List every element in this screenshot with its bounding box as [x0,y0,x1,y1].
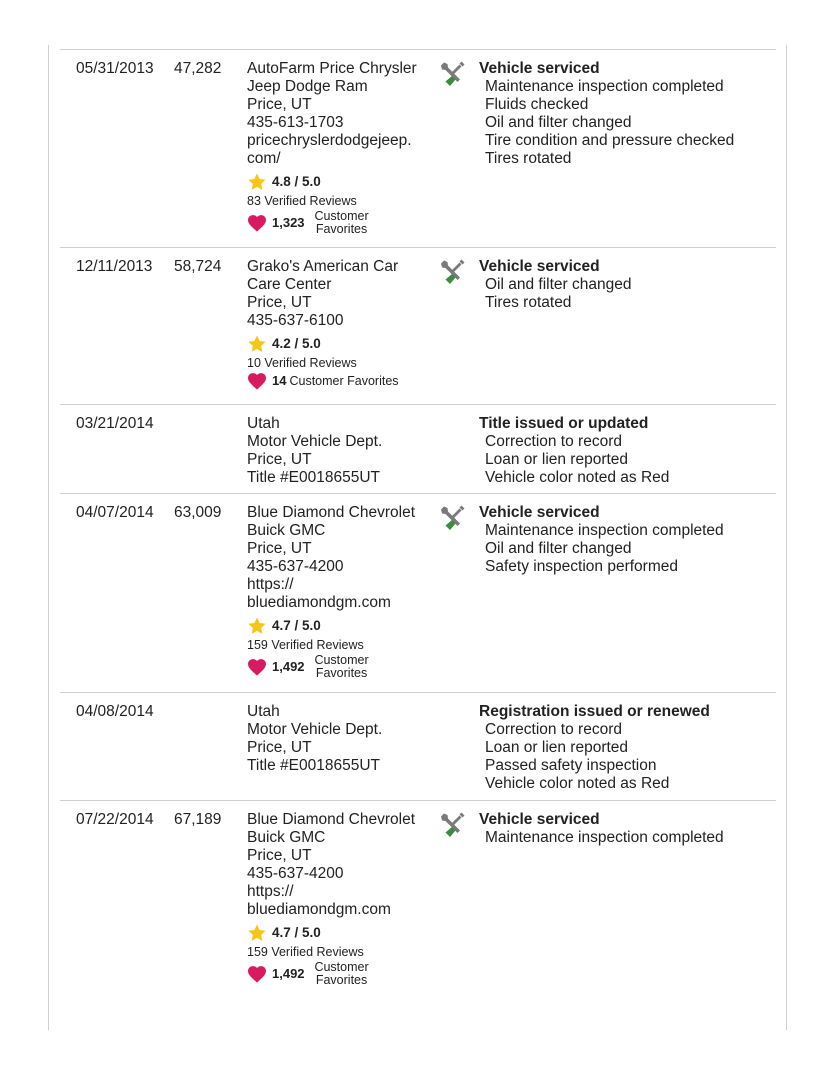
customer-favorites [247,372,429,390]
source-location: Price, UT [247,739,312,756]
source-name: Buick GMC [247,522,326,539]
detail-item: Vehicle color noted as Red [485,775,670,792]
detail-item: Fluids checked [485,96,589,113]
source-name: Motor Vehicle Dept. [247,433,383,450]
wrench-screwdriver-icon [438,504,466,532]
record-mileage: 63,009 [174,504,222,521]
page-border-right [786,45,787,1030]
rating-value: 4.7 / 5.0 [272,925,321,940]
record-date: 12/11/2013 [76,258,153,275]
source-website[interactable]: https:// [247,576,294,593]
source-location: Price, UT [247,294,312,311]
rating-value: 4.2 / 5.0 [272,336,321,351]
heart-icon [247,372,267,390]
event-title: Registration issued or renewed [479,703,710,720]
rating-value: 4.7 / 5.0 [272,618,321,633]
record-date: 04/07/2014 [76,504,154,521]
wrench-screwdriver-icon [438,811,466,839]
detail-item: Oil and filter changed [485,540,632,557]
star-icon [247,334,267,354]
source-website[interactable]: bluediamondgm.com [247,594,391,611]
favorites-label: Customer Favorites [289,373,399,388]
record-date: 05/31/2013 [76,60,154,77]
event-title: Vehicle serviced [479,60,600,77]
history-row [60,248,776,405]
source-name: Motor Vehicle Dept. [247,721,383,738]
record-mileage: 58,724 [174,258,222,275]
record-details [479,415,771,487]
favorites-label: Customer Favorites [314,209,369,236]
source-location: Price, UT [247,96,312,113]
source-location: Price, UT [247,847,312,864]
source-name: Grako's American Car [247,258,399,275]
record-source [247,811,429,987]
source-rating [247,333,429,355]
record-date: 03/21/2014 [76,415,154,432]
detail-item: Vehicle color noted as Red [485,469,670,486]
wrench-screwdriver-icon [438,258,466,286]
star-icon [247,172,267,192]
rating-value: 4.8 / 5.0 [272,174,321,189]
detail-item: Tires rotated [485,294,572,311]
record-source [247,415,429,487]
heart-icon [247,658,267,676]
detail-item: Safety inspection performed [485,558,678,575]
record-details [479,811,771,847]
favorites-label: Customer Favorites [314,960,369,987]
source-name: Utah [247,703,280,720]
history-row [60,693,776,801]
record-details [479,258,771,312]
detail-item: Passed safety inspection [485,757,657,774]
record-details [479,703,771,793]
favorites-label: Customer Favorites [314,653,369,680]
star-icon [247,616,267,636]
detail-item: Maintenance inspection completed [485,829,724,846]
wrench-screwdriver-icon [438,60,466,88]
record-date: 07/22/2014 [76,811,154,828]
record-details [479,504,771,576]
source-name: Jeep Dodge Ram [247,78,368,95]
source-name: Care Center [247,276,332,293]
record-source [247,258,429,390]
source-website[interactable]: https:// [247,883,294,900]
detail-item: Oil and filter changed [485,114,632,131]
detail-item: Correction to record [485,433,622,450]
history-row [60,494,776,693]
history-row [60,801,776,1001]
event-title: Title issued or updated [479,415,649,432]
source-phone: 435-637-6100 [247,312,344,329]
star-icon [247,923,267,943]
record-source [247,504,429,680]
source-name: AutoFarm Price Chrysler [247,60,417,77]
favorites-count: 1,492 [272,966,305,981]
favorites-count: 14 [272,373,287,388]
history-row [60,50,776,248]
detail-item: Maintenance inspection completed [485,78,724,95]
history-row [60,405,776,494]
source-website[interactable]: pricechryslerdodgejeep. [247,132,412,149]
verified-reviews-link[interactable]: 159 Verified Reviews [247,945,364,959]
source-name: Blue Diamond Chevrolet [247,504,416,521]
source-name: Utah [247,415,280,432]
favorites-count: 1,323 [272,215,305,230]
detail-item: Maintenance inspection completed [485,522,724,539]
record-mileage: 67,189 [174,811,222,828]
page-border-left [48,45,49,1030]
record-source [247,60,429,236]
detail-item: Oil and filter changed [485,276,632,293]
title-number: Title #E0018655UT [247,469,380,486]
heart-icon [247,214,267,232]
customer-favorites [247,654,429,680]
event-title: Vehicle serviced [479,504,600,521]
detail-item: Tire condition and pressure checked [485,132,735,149]
record-details [479,60,771,168]
source-name: Buick GMC [247,829,326,846]
source-location: Price, UT [247,451,312,468]
heart-icon [247,965,267,983]
source-rating [247,171,429,193]
source-website[interactable]: com/ [247,150,281,167]
source-location: Price, UT [247,540,312,557]
title-number: Title #E0018655UT [247,757,380,774]
source-rating [247,615,429,637]
source-phone: 435-637-4200 [247,558,344,575]
verified-reviews-link[interactable]: 83 Verified Reviews [247,194,357,208]
customer-favorites [247,210,429,236]
detail-item: Loan or lien reported [485,739,629,756]
event-title: Vehicle serviced [479,258,600,275]
favorites-count: 1,492 [272,659,305,674]
source-rating [247,922,429,944]
detail-item: Loan or lien reported [485,451,629,468]
verified-reviews-link[interactable]: 159 Verified Reviews [247,638,364,652]
customer-favorites [247,961,429,987]
event-title: Vehicle serviced [479,811,600,828]
source-name: Blue Diamond Chevrolet [247,811,416,828]
verified-reviews-link[interactable]: 10 Verified Reviews [247,356,357,370]
record-mileage: 47,282 [174,60,222,77]
source-phone: 435-637-4200 [247,865,344,882]
source-website[interactable]: bluediamondgm.com [247,901,391,918]
detail-item: Correction to record [485,721,622,738]
vehicle-history-table [60,49,776,1001]
detail-item: Tires rotated [485,150,572,167]
source-phone: 435-613-1703 [247,114,344,131]
record-date: 04/08/2014 [76,703,154,720]
record-source [247,703,429,775]
